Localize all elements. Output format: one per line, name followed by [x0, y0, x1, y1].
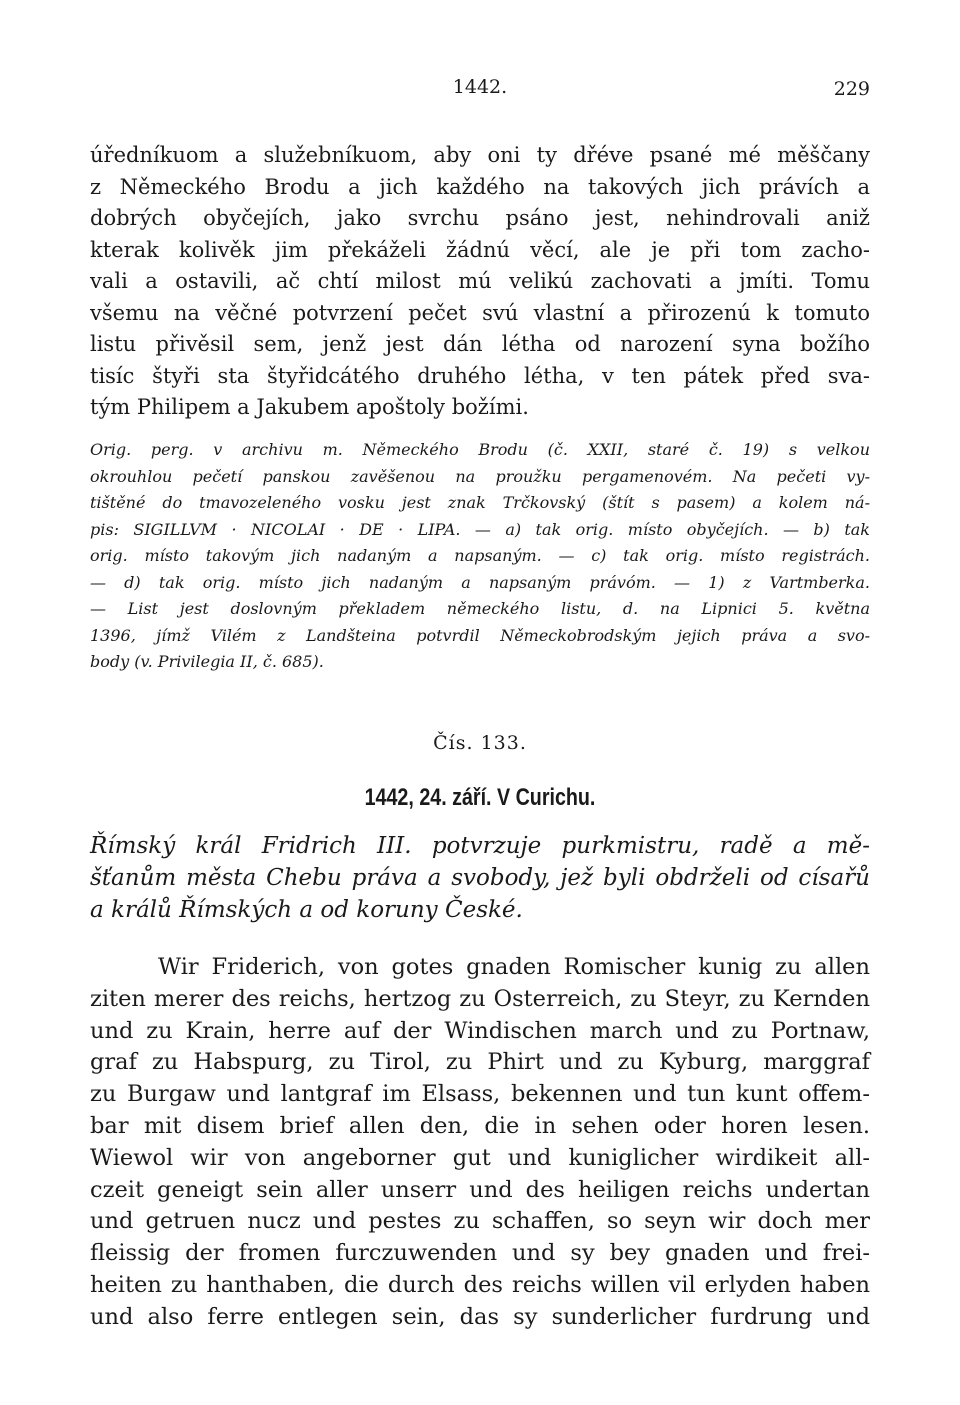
note-line: — d) tak orig. místo jich nadaným a napsaným právóm. — 1) z Vartmberka. — [90, 572, 870, 592]
note-line: pis: SIGILLVM · NICOLAI · DE · LIPA. — a) tak orig. místo obyčejích. — b) tak — [90, 519, 870, 539]
text-line: všemu na věčné potvrzení pečet svú vlastní a přirozenú k tomuto — [90, 300, 870, 325]
text-line: und getruen nucz und pestes zu schaffen, so seyn wir doch mer — [90, 1208, 870, 1235]
note-line: — List jest doslovným překladem německého listu, d. na Lipnici 5. května — [90, 599, 870, 618]
text-line: fleissig der fromen furczuwenden und sy bey gnaden und frei- — [90, 1240, 870, 1267]
header-year: 1442. — [452, 76, 508, 98]
note-line: Orig. perg. v archivu m. Německého Brodu (č. XXII, staré č. 19) s velkou — [90, 440, 870, 459]
regest-line: Římský král Fridrich III. potvrzuje purkmistru, radě a mě- — [90, 833, 870, 859]
text-line: kterak kolivěk jim překáželi žádnú věcí, ale je při tom zacho- — [90, 237, 870, 262]
note-line: 1396, jímž Vilém z Landšteina potvrdil Německobrodským jejich práva a svo- — [90, 625, 870, 645]
text-line: Wiewol wir von angeborner gut und kuniglicher wirdikeit all- — [90, 1144, 870, 1171]
text-line: ziten merer des reichs, hertzog zu Osterreich, zu Steyr, zu Kernden — [90, 985, 870, 1012]
text-line: vali a ostavili, ač chtí milost mú velikú zachovati a jmíti. Tomu — [90, 269, 870, 293]
text-line: tisíc štyři sta štyřidcátého druhého létha, v ten pátek před sva- — [90, 363, 870, 388]
text-line: úředníkuom a služebníkuom, aby oni ty dřéve psané mé měščany — [90, 143, 870, 167]
text-line: bar mit disem brief allen den, die in sehen oder horen lesen. — [90, 1112, 870, 1139]
dateline-heading: 1442, 24. září. V Curichu. — [364, 784, 596, 811]
text-line: graf zu Habspurg, zu Tirol, zu Phirt und zu Kyburg, marggraf — [90, 1049, 870, 1076]
german-charter-text — [90, 952, 870, 1334]
note-line: body (v. Privilegia II, č. 685). — [90, 652, 324, 671]
note-line: orig. místo takovým jich nadaným a napsaným. — c) tak orig. místo registrách. — [90, 546, 870, 565]
text-line: czeit geneigt sein aller unserr und des heiligen reichs undertan — [90, 1176, 870, 1203]
text-line: listu přivěsil sem, jenž jest dán létha od narození syna božího — [90, 332, 870, 356]
running-header — [90, 70, 870, 110]
czech-paragraph — [90, 140, 870, 424]
note-line: okrouhlou pečetí panskou zavěšenou na proužku pergamenovém. Na pečeti vy- — [90, 466, 870, 486]
text-line: und zu Krain, herre auf der Windischen march und zu Portnaw, — [90, 1017, 870, 1044]
text-line: dobrých obyčejích, jako svrchu psáno jest, nehindrovali aniž — [90, 206, 870, 230]
note-line: tištěné do tmavozeleného vosku jest znak Trčkovský (štít s pasem) a kolem ná- — [90, 493, 870, 512]
regest-line: šťanům města Chebu práva a svobody, jež byli obdrželi od císařů — [90, 865, 870, 891]
editorial-note — [90, 437, 870, 676]
page-number: 229 — [833, 78, 870, 100]
text-line: heiten zu hanthaben, die durch des reichs willen vil erlyden haben — [90, 1271, 870, 1298]
text-line: zu Burgaw und lantgraf im Elsass, bekennen und tun kunt offem- — [90, 1081, 870, 1108]
text-line: Wir Friderich, von gotes gnaden Romischer kunig zu allen — [158, 954, 870, 980]
regest-summary — [90, 830, 870, 926]
regest-line: a králů Římských a od koruny České. — [90, 897, 523, 923]
document-number: Čís. 133. — [433, 732, 527, 754]
text-line: und also ferre entlegen sein, das sy sunderlicher furdrung und — [90, 1303, 870, 1330]
text-line: tým Philipem a Jakubem apoštoly božími. — [90, 395, 529, 419]
text-line: z Německého Brodu a jich každého na takových jich právích a — [90, 174, 870, 199]
